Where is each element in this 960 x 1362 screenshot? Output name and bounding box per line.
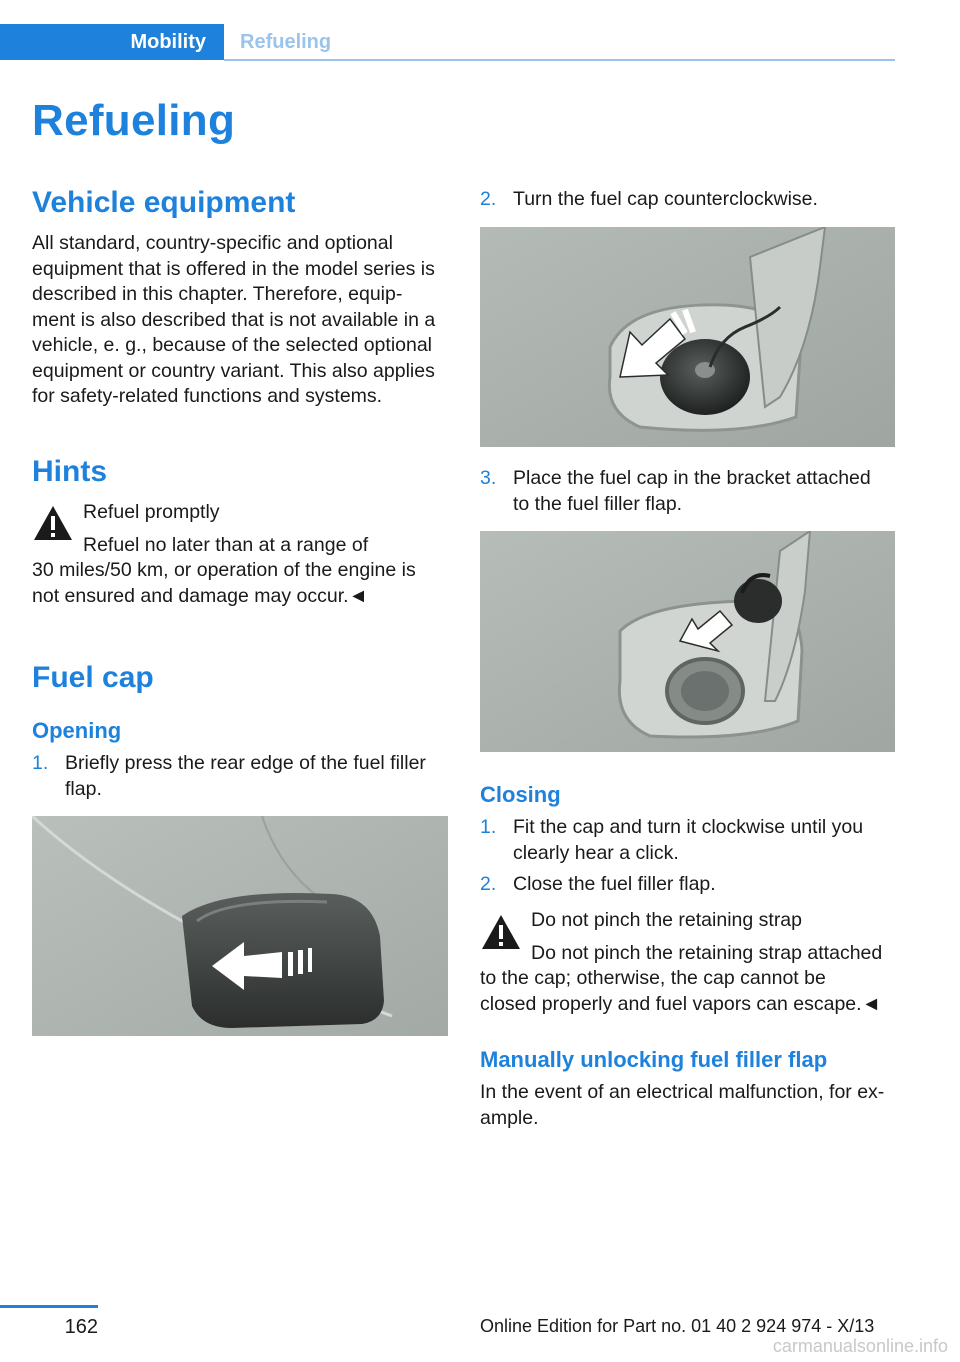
vehicle-equipment-text: [32, 231, 452, 410]
footer-divider: [0, 1305, 98, 1308]
heading-closing: Closing: [480, 782, 561, 807]
text-line: Fit the cap and turn it clockwise until you: [513, 816, 864, 838]
heading-manual-unlock: Manually unlocking fuel filler flap: [480, 1047, 828, 1072]
closing-warning-text: [480, 966, 900, 1017]
step-text: [513, 872, 716, 898]
text-line: not ensured and damage may occur.◄: [32, 584, 368, 607]
hints-warning-line: Refuel no later than at a range of: [83, 534, 369, 556]
text-line: ample.: [480, 1106, 539, 1129]
step-text: [513, 815, 863, 866]
edition-text: Online Edition for Part no. 01 40 2 924 974 - X/13: [480, 1316, 875, 1336]
text-line: Place the fuel cap in the bracket attached: [513, 467, 871, 489]
hints-warning-title: Refuel promptly: [83, 501, 220, 523]
fuel-cap-turn-photo: [480, 227, 895, 447]
closing-warning-title: Do not pinch the retaining strap: [531, 909, 803, 931]
page-number: 162: [64, 1316, 98, 1338]
step-number: 2.: [480, 873, 497, 895]
text-line: 30 miles/50 km, or operation of the engine is: [32, 559, 416, 581]
section-tab-mobility[interactable]: Mobility: [0, 24, 224, 60]
section-tab-refueling[interactable]: Refueling: [240, 31, 332, 53]
step-text: [513, 187, 818, 213]
watermark-text: carmanualsonline.info: [772, 1336, 948, 1356]
text-line: All standard, country-specific and optional: [32, 232, 393, 254]
heading-fuel-cap: Fuel cap: [32, 661, 154, 694]
text-line: ment is also described that is not available in a: [32, 308, 436, 331]
warning-triangle-icon: [32, 504, 74, 542]
step-text: [65, 751, 426, 802]
text-line: Briefly press the rear edge of the fuel filler: [65, 752, 426, 774]
text-line: for safety-related functions and systems.: [32, 385, 383, 407]
header-bar: [0, 24, 895, 62]
text-line: closed properly and fuel vapors can escape.◄: [480, 992, 881, 1015]
hints-warning-text: [32, 558, 452, 609]
text-line: vehicle, e. g., because of the selected optional: [32, 334, 433, 356]
manual-unlock-text: [480, 1080, 900, 1131]
step-number: 1.: [32, 752, 49, 774]
text-line: to the cap; otherwise, the cap cannot be: [480, 967, 826, 989]
step-text: [513, 466, 871, 517]
header-divider: [224, 59, 895, 61]
step-number: 3.: [480, 467, 497, 489]
heading-vehicle-equipment: Vehicle equipment: [32, 186, 296, 219]
text-line: to the fuel filler flap.: [513, 492, 683, 515]
warning-triangle-icon: [480, 913, 522, 951]
text-line: flap.: [65, 777, 102, 800]
text-line: In the event of an electrical malfunction, for ex-: [480, 1081, 885, 1103]
step-number: 2.: [480, 188, 497, 210]
text-line: equipment that is offered in the model series is: [32, 257, 435, 280]
text-line: Turn the fuel cap counterclockwise.: [513, 188, 818, 210]
fuel-cap-bracket-photo: [480, 531, 895, 752]
step-number: 1.: [480, 816, 497, 838]
text-line: described in this chapter. Therefore, equip-: [32, 283, 403, 305]
heading-opening: Opening: [32, 718, 122, 743]
fuel-filler-flap-photo: [32, 816, 448, 1036]
heading-hints: Hints: [32, 455, 107, 488]
page-title: Refueling: [32, 96, 236, 145]
text-line: Close the fuel filler flap.: [513, 873, 716, 895]
text-line: equipment or country variant. This also applies: [32, 359, 435, 382]
text-line: clearly hear a click.: [513, 841, 679, 864]
closing-warning-line: Do not pinch the retaining strap attached: [531, 942, 883, 964]
